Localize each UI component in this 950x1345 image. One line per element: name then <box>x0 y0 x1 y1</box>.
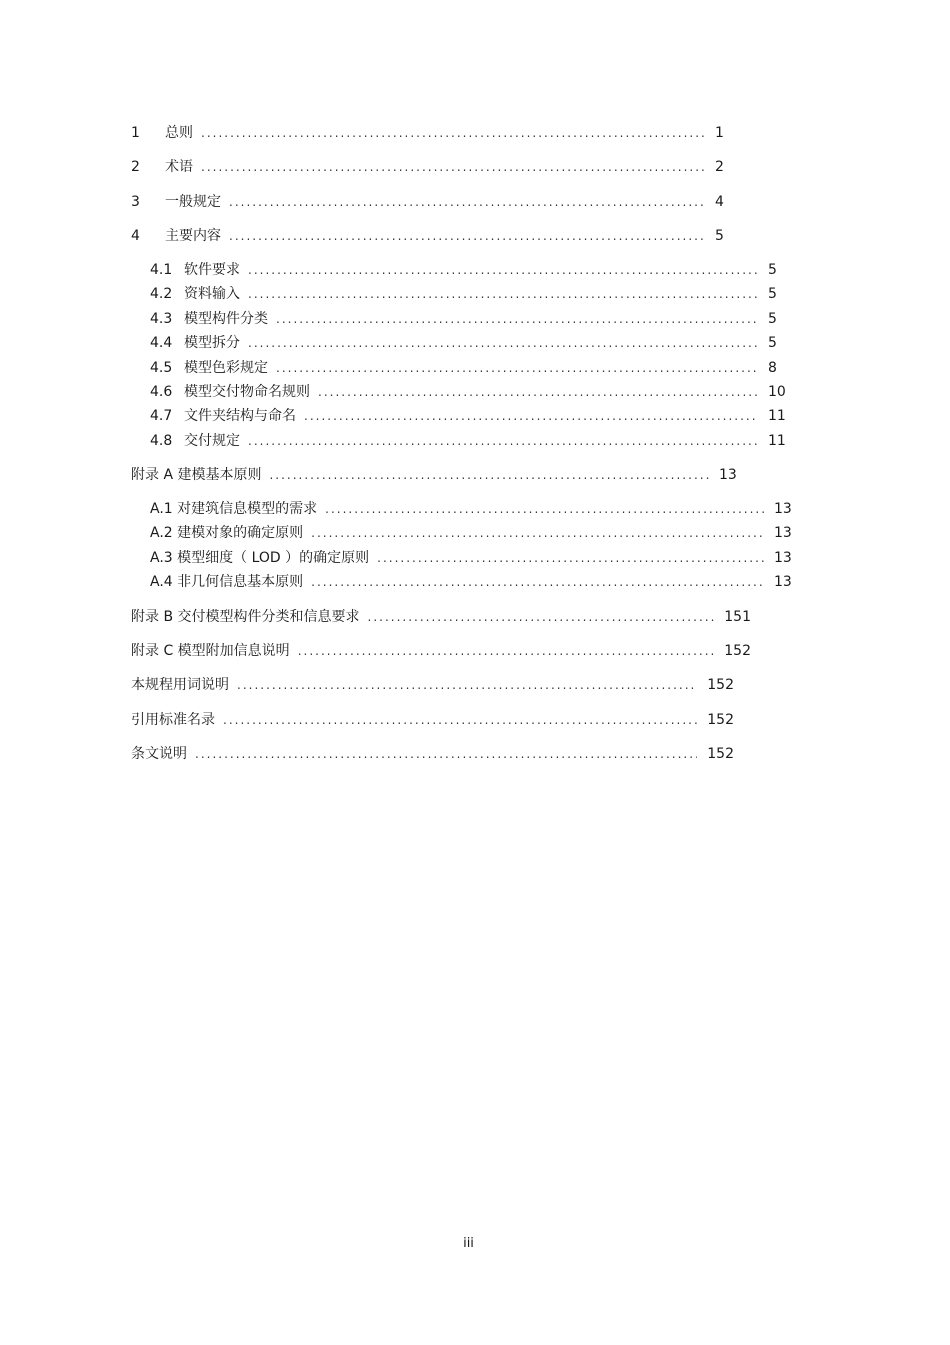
toc-leader-dots <box>229 192 705 212</box>
toc-entry-title: A.3 模型细度（ LOD ）的确定原则 <box>150 550 370 566</box>
toc-entry-cited-standards <box>131 710 734 730</box>
toc-leader-dots <box>201 123 705 143</box>
toc-entry-4-8 <box>150 431 792 451</box>
toc-leader-dots <box>311 572 764 592</box>
toc-entry-page: 152 <box>707 677 734 693</box>
toc-entry-page: 10 <box>768 384 786 400</box>
toc-entry-number: 4.6 <box>150 384 173 400</box>
toc-entry-a-4 <box>150 572 798 592</box>
toc-entry-title: 主要内容 <box>165 228 221 244</box>
toc-entry-title: 一般规定 <box>165 194 221 210</box>
toc-entry-page: 13 <box>774 574 792 590</box>
toc-entry-title: 模型交付物命名规则 <box>184 384 310 400</box>
toc-entry-title: 条文说明 <box>131 746 187 762</box>
toc-leader-dots <box>368 607 715 627</box>
toc-entry-terms-usage <box>131 675 734 695</box>
toc-leader-dots <box>304 406 758 426</box>
toc-entry-title: 附录 A 建模基本原则 <box>131 467 262 483</box>
toc-entry-title: 模型拆分 <box>184 335 240 351</box>
toc-entry-4-3 <box>150 309 792 329</box>
toc-entry-title: 文件夹结构与命名 <box>184 408 296 424</box>
toc-entry-number: 4.2 <box>150 286 173 302</box>
toc-entry-number: 4 <box>131 228 140 244</box>
toc-entry-4-5 <box>150 358 792 378</box>
toc-leader-dots <box>269 465 709 485</box>
toc-entry-page: 11 <box>768 433 786 449</box>
toc-entry-title: 总则 <box>165 125 193 141</box>
toc-leader-dots <box>237 675 697 695</box>
toc-entry-number: 4.1 <box>150 262 173 278</box>
toc-entry-page: 13 <box>774 501 792 517</box>
toc-entry-4-6 <box>150 382 792 402</box>
toc-entry-1 <box>131 123 739 143</box>
toc-entry-page: 4 <box>715 194 724 210</box>
toc-entry-2 <box>131 157 739 177</box>
toc-leader-dots <box>318 382 758 402</box>
toc-entry-4-4 <box>150 333 792 353</box>
toc-entry-title: 引用标准名录 <box>131 712 215 728</box>
toc-entry-4-1 <box>150 260 792 280</box>
toc-entry-4-2 <box>150 284 792 304</box>
toc-entry-page: 152 <box>707 746 734 762</box>
toc-entry-3 <box>131 192 739 212</box>
toc-entry-title: 模型色彩规定 <box>184 360 268 376</box>
toc-entry-title: 模型构件分类 <box>184 311 268 327</box>
toc-entry-number: 4.7 <box>150 408 173 424</box>
toc-entry-title: A.4 非几何信息基本原则 <box>150 574 304 590</box>
toc-leader-dots <box>325 499 764 519</box>
toc-leader-dots <box>248 260 758 280</box>
toc-entry-a-1 <box>150 499 798 519</box>
toc-entry-page: 11 <box>768 408 786 424</box>
toc-entry-number: 2 <box>131 159 140 175</box>
toc-entry-page: 13 <box>774 550 792 566</box>
toc-entry-appendix-c <box>131 641 751 661</box>
toc-entry-page: 13 <box>774 525 792 541</box>
toc-entry-number: 4.8 <box>150 433 173 449</box>
toc-entry-page: 152 <box>707 712 734 728</box>
toc-entry-number: 4.5 <box>150 360 173 376</box>
toc-leader-dots <box>377 548 764 568</box>
toc-entry-title: 术语 <box>165 159 193 175</box>
toc-entry-appendix-b <box>131 607 751 627</box>
toc-entry-page: 5 <box>768 262 777 278</box>
toc-leader-dots <box>229 226 705 246</box>
toc-entry-page: 5 <box>768 335 777 351</box>
toc-leader-dots <box>248 284 758 304</box>
toc-leader-dots <box>201 157 705 177</box>
toc-entry-clause-explanation <box>131 744 734 764</box>
toc-entry-title: A.1 对建筑信息模型的需求 <box>150 501 318 517</box>
toc-leader-dots <box>311 523 764 543</box>
toc-entry-number: 4.4 <box>150 335 173 351</box>
toc-entry-page: 5 <box>768 311 777 327</box>
toc-leader-dots <box>276 358 758 378</box>
toc-entry-title: 本规程用词说明 <box>131 677 229 693</box>
toc-entry-page: 151 <box>724 609 751 625</box>
toc-entry-title: A.2 建模对象的确定原则 <box>150 525 304 541</box>
toc-entry-a-2 <box>150 523 798 543</box>
toc-entry-appendix-a <box>131 465 743 485</box>
toc-entry-page: 5 <box>715 228 724 244</box>
toc-entry-page: 13 <box>719 467 737 483</box>
toc-entry-title: 交付规定 <box>184 433 240 449</box>
toc-entry-4 <box>131 226 739 246</box>
toc-entry-page: 8 <box>768 360 777 376</box>
toc-entry-title: 软件要求 <box>184 262 240 278</box>
toc-leader-dots <box>195 744 697 764</box>
toc-entry-number: 4.3 <box>150 311 173 327</box>
toc-leader-dots <box>248 431 758 451</box>
toc-entry-number: 3 <box>131 194 140 210</box>
toc-entry-title: 附录 B 交付模型构件分类和信息要求 <box>131 609 360 625</box>
page-number: iii <box>463 1236 474 1251</box>
toc-entry-page: 2 <box>715 159 724 175</box>
toc-entry-title: 附录 C 模型附加信息说明 <box>131 643 290 659</box>
toc-entry-number: 1 <box>131 125 140 141</box>
toc-entry-page: 5 <box>768 286 777 302</box>
toc-entry-title: 资料输入 <box>184 286 240 302</box>
toc-leader-dots <box>223 710 697 730</box>
toc-leader-dots <box>276 309 758 329</box>
toc-entry-a-3 <box>150 548 798 568</box>
toc-entry-page: 152 <box>724 643 751 659</box>
toc-leader-dots <box>298 641 715 661</box>
toc-entry-4-7 <box>150 406 792 426</box>
toc-leader-dots <box>248 333 758 353</box>
toc-entry-page: 1 <box>715 125 724 141</box>
